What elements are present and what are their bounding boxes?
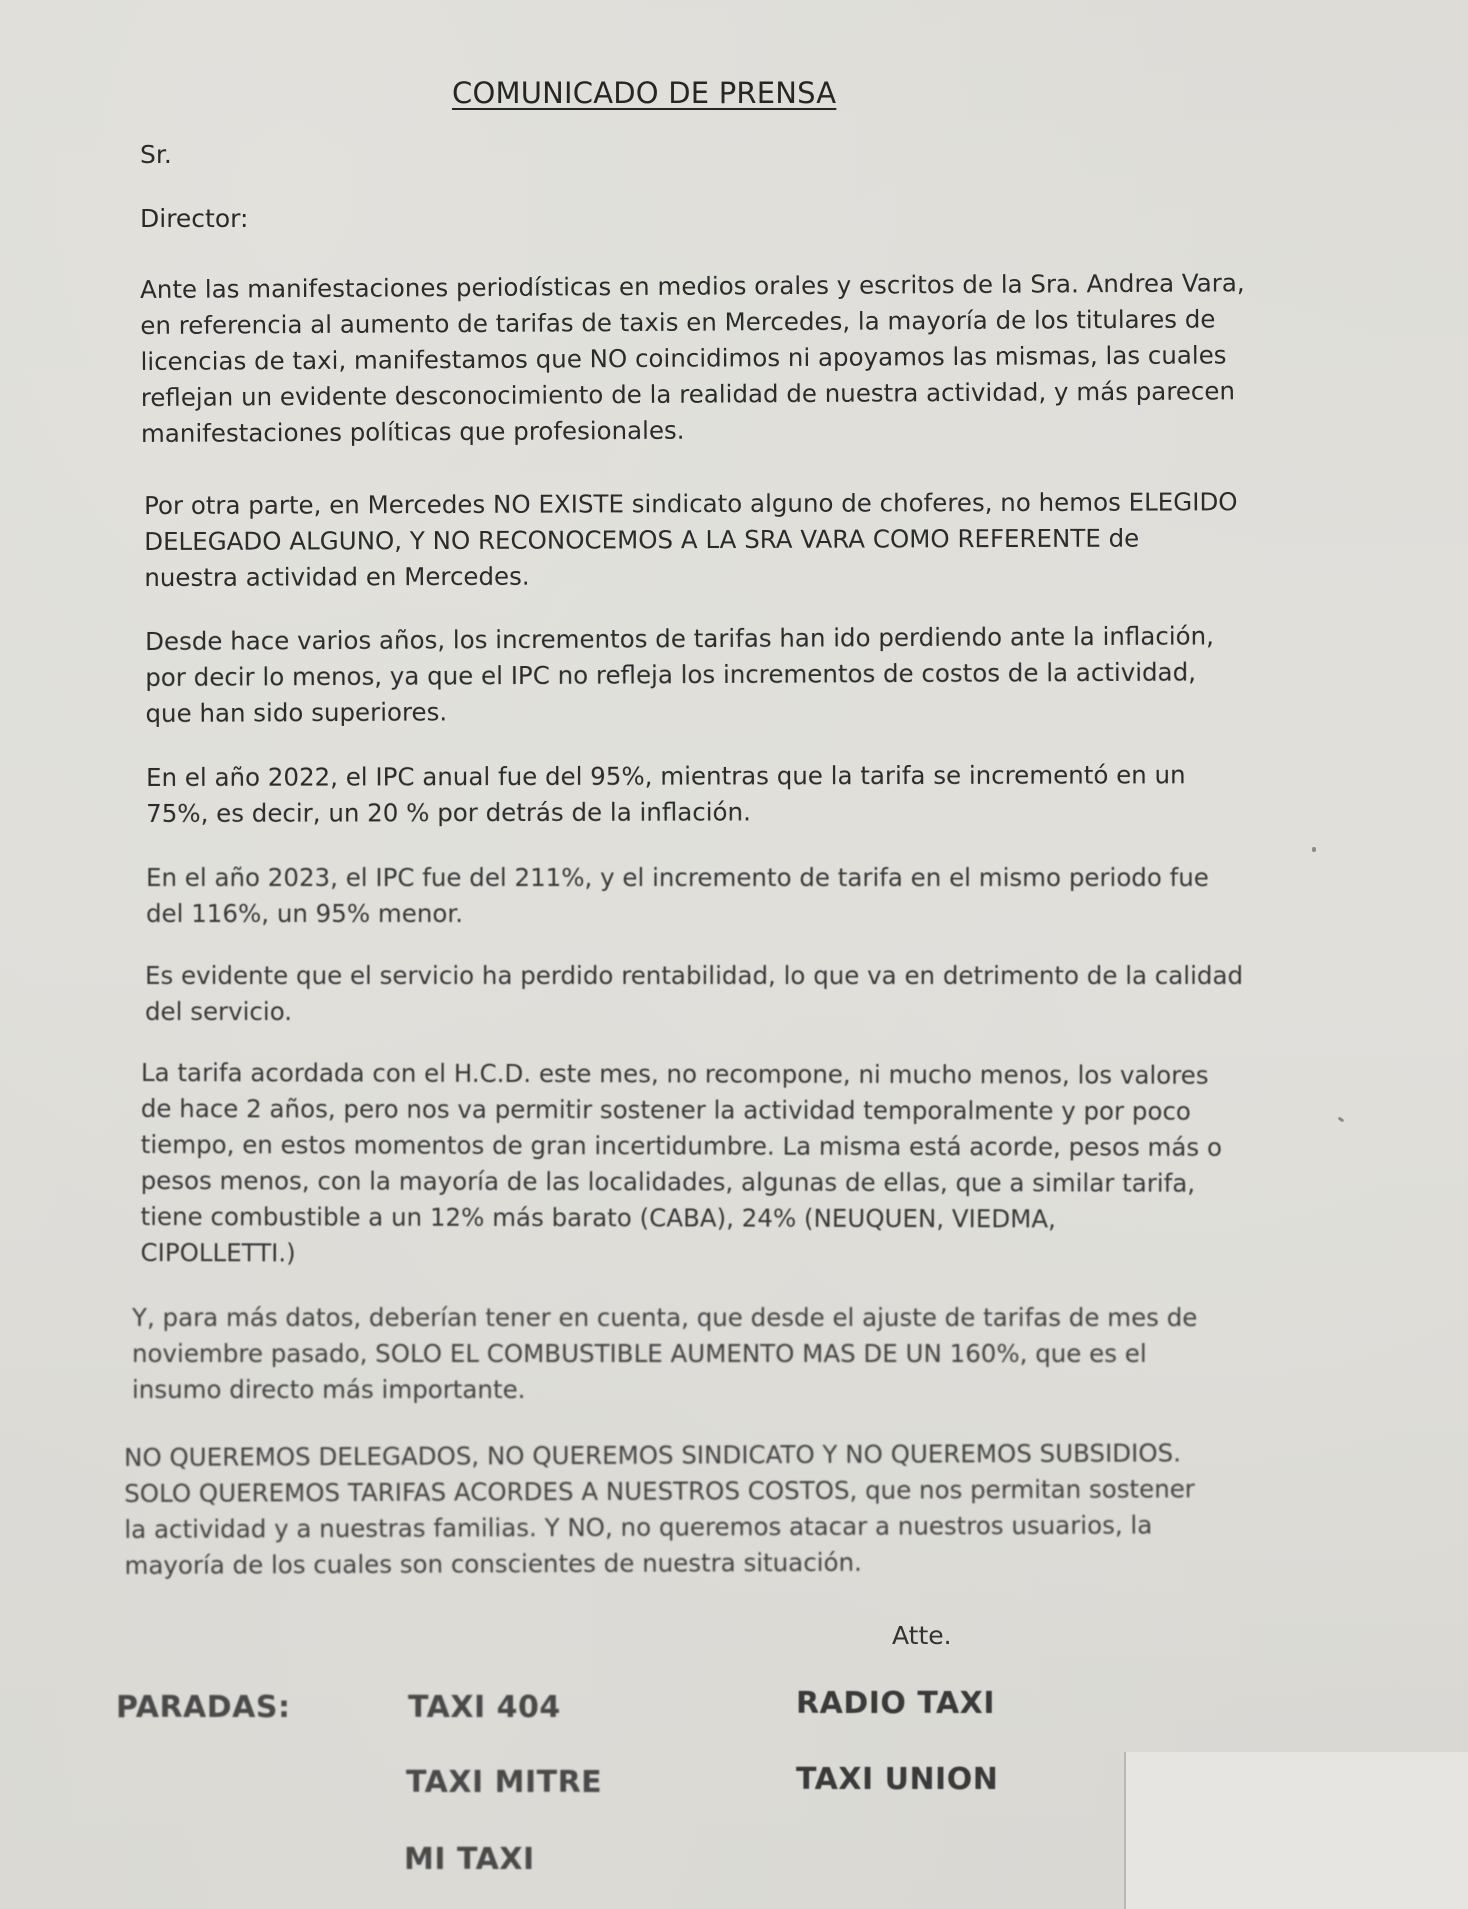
paragraph-line: En el año 2023, el IPC fue del 211%, y el incremento de tarifa en el mismo periodo fue xyxy=(146,863,1209,892)
document-title: COMUNICADO DE PRENSA xyxy=(452,76,837,110)
paragraph-line: del 116%, un 95% menor. xyxy=(146,899,463,928)
paragraph-line: pesos menos, con la mayoría de las localidades, algunas de ellas, que a similar tarifa, xyxy=(140,1165,1196,1198)
paragraph-5 xyxy=(146,860,1209,932)
paragraph-8 xyxy=(132,1300,1197,1408)
paragraph-line: Y, para más datos, deberían tener en cuenta, que desde el ajuste de tarifas de mes de xyxy=(132,1303,1198,1332)
paragraph-line: del servicio. xyxy=(145,997,293,1026)
paragraph-line: noviembre pasado, SOLO EL COMBUSTIBLE AUMENTO MAS DE UN 160%, que es el xyxy=(132,1339,1147,1368)
paragraph-line: En el año 2022, el IPC anual fue del 95%, mientras que la tarifa se incrementó en un xyxy=(146,760,1186,792)
stop-mi-taxi: MI TAXI xyxy=(404,1842,535,1877)
stop-taxi-404: TAXI 404 xyxy=(408,1690,561,1725)
stop-radio-taxi: RADIO TAXI xyxy=(796,1686,995,1721)
paragraph-line: en referencia al aumento de tarifas de taxis en Mercedes, la mayoría de los titulares de xyxy=(140,304,1216,340)
salutation-sr: Sr. xyxy=(140,140,172,169)
stop-taxi-union: TAXI UNION xyxy=(796,1762,999,1797)
paragraph-line: reflejan un evidente desconocimiento de la realidad de nuestra actividad, y más parecen xyxy=(140,376,1236,412)
paragraph-line: NO QUEREMOS DELEGADOS, NO QUEREMOS SINDICATO Y NO QUEREMOS SUBSIDIOS. xyxy=(124,1438,1182,1472)
stops-label: PARADAS: xyxy=(116,1690,291,1725)
paragraph-6 xyxy=(145,958,1243,1030)
paragraph-line: Por otra parte, en Mercedes NO EXISTE sindicato alguno de choferes, no hemos ELEGIDO xyxy=(144,487,1238,520)
paragraph-3 xyxy=(145,618,1214,732)
paragraph-line: tiene combustible a un 12% más barato (CABA), 24% (NEUQUEN, VIEDMA, xyxy=(140,1201,1056,1234)
paragraph-line: tiempo, en estos momentos de gran incertidumbre. La misma está acorde, pesos más o xyxy=(140,1129,1223,1162)
paragraph-line: La tarifa acordada con el H.C.D. este mes, no recompone, ni mucho menos, los valores xyxy=(140,1058,1209,1090)
paragraph-line: de hace 2 años, pero nos va permitir sostener la actividad temporalmente y por poco xyxy=(140,1093,1191,1126)
paragraph-line: Es evidente que el servicio ha perdido rentabilidad, lo que va en detrimento de la calidad xyxy=(145,961,1244,990)
paragraph-line: insumo directo más importante. xyxy=(132,1375,526,1404)
paragraph-9 xyxy=(124,1435,1195,1584)
paragraph-7 xyxy=(140,1055,1222,1274)
paragraph-line: por decir lo menos, ya que el IPC no refleja los incrementos de costos de la actividad, xyxy=(145,657,1197,692)
paragraph-4 xyxy=(146,757,1186,832)
paragraph-line: que han sido superiores. xyxy=(145,697,448,728)
paragraph-1 xyxy=(140,265,1246,452)
closing-atte: Atte. xyxy=(892,1621,952,1650)
ink-speck xyxy=(1312,847,1316,852)
paragraph-line: nuestra actividad en Mercedes. xyxy=(144,561,530,592)
paragraph-line: mayoría de los cuales son conscientes de nuestra situación. xyxy=(124,1547,862,1580)
paragraph-line: manifestaciones políticas que profesionales. xyxy=(140,415,685,448)
salutation-director: Director: xyxy=(140,204,249,233)
paragraph-line: CIPOLLETTI.) xyxy=(140,1237,296,1268)
paragraph-line: Desde hace varios años, los incrementos de tarifas han ido perdiendo ante la inflación, xyxy=(145,621,1214,656)
paragraph-line: la actividad y a nuestras familias. Y NO, no queremos atacar a nuestros usuarios, la xyxy=(124,1510,1153,1544)
paper-overlap-sheet xyxy=(1124,1752,1468,1909)
ink-speck xyxy=(1338,1117,1345,1123)
paragraph-line: Ante las manifestaciones periodísticas en medios orales y escritos de la Sra. Andrea Vara, xyxy=(140,268,1245,304)
paragraph-line: DELEGADO ALGUNO, Y NO RECONOCEMOS A LA SRA VARA COMO REFERENTE de xyxy=(144,523,1140,556)
paragraph-line: licencias de taxi, manifestamos que NO coincidimos ni apoyamos las mismas, las cuales xyxy=(140,340,1227,376)
paragraph-line: SOLO QUEREMOS TARIFAS ACORDES A NUESTROS COSTOS, que nos permitan sostener xyxy=(124,1474,1195,1508)
paragraph-2 xyxy=(144,484,1238,596)
paragraph-line: 75%, es decir, un 20 % por detrás de la inflación. xyxy=(146,797,751,828)
stop-taxi-mitre: TAXI MITRE xyxy=(406,1765,603,1800)
